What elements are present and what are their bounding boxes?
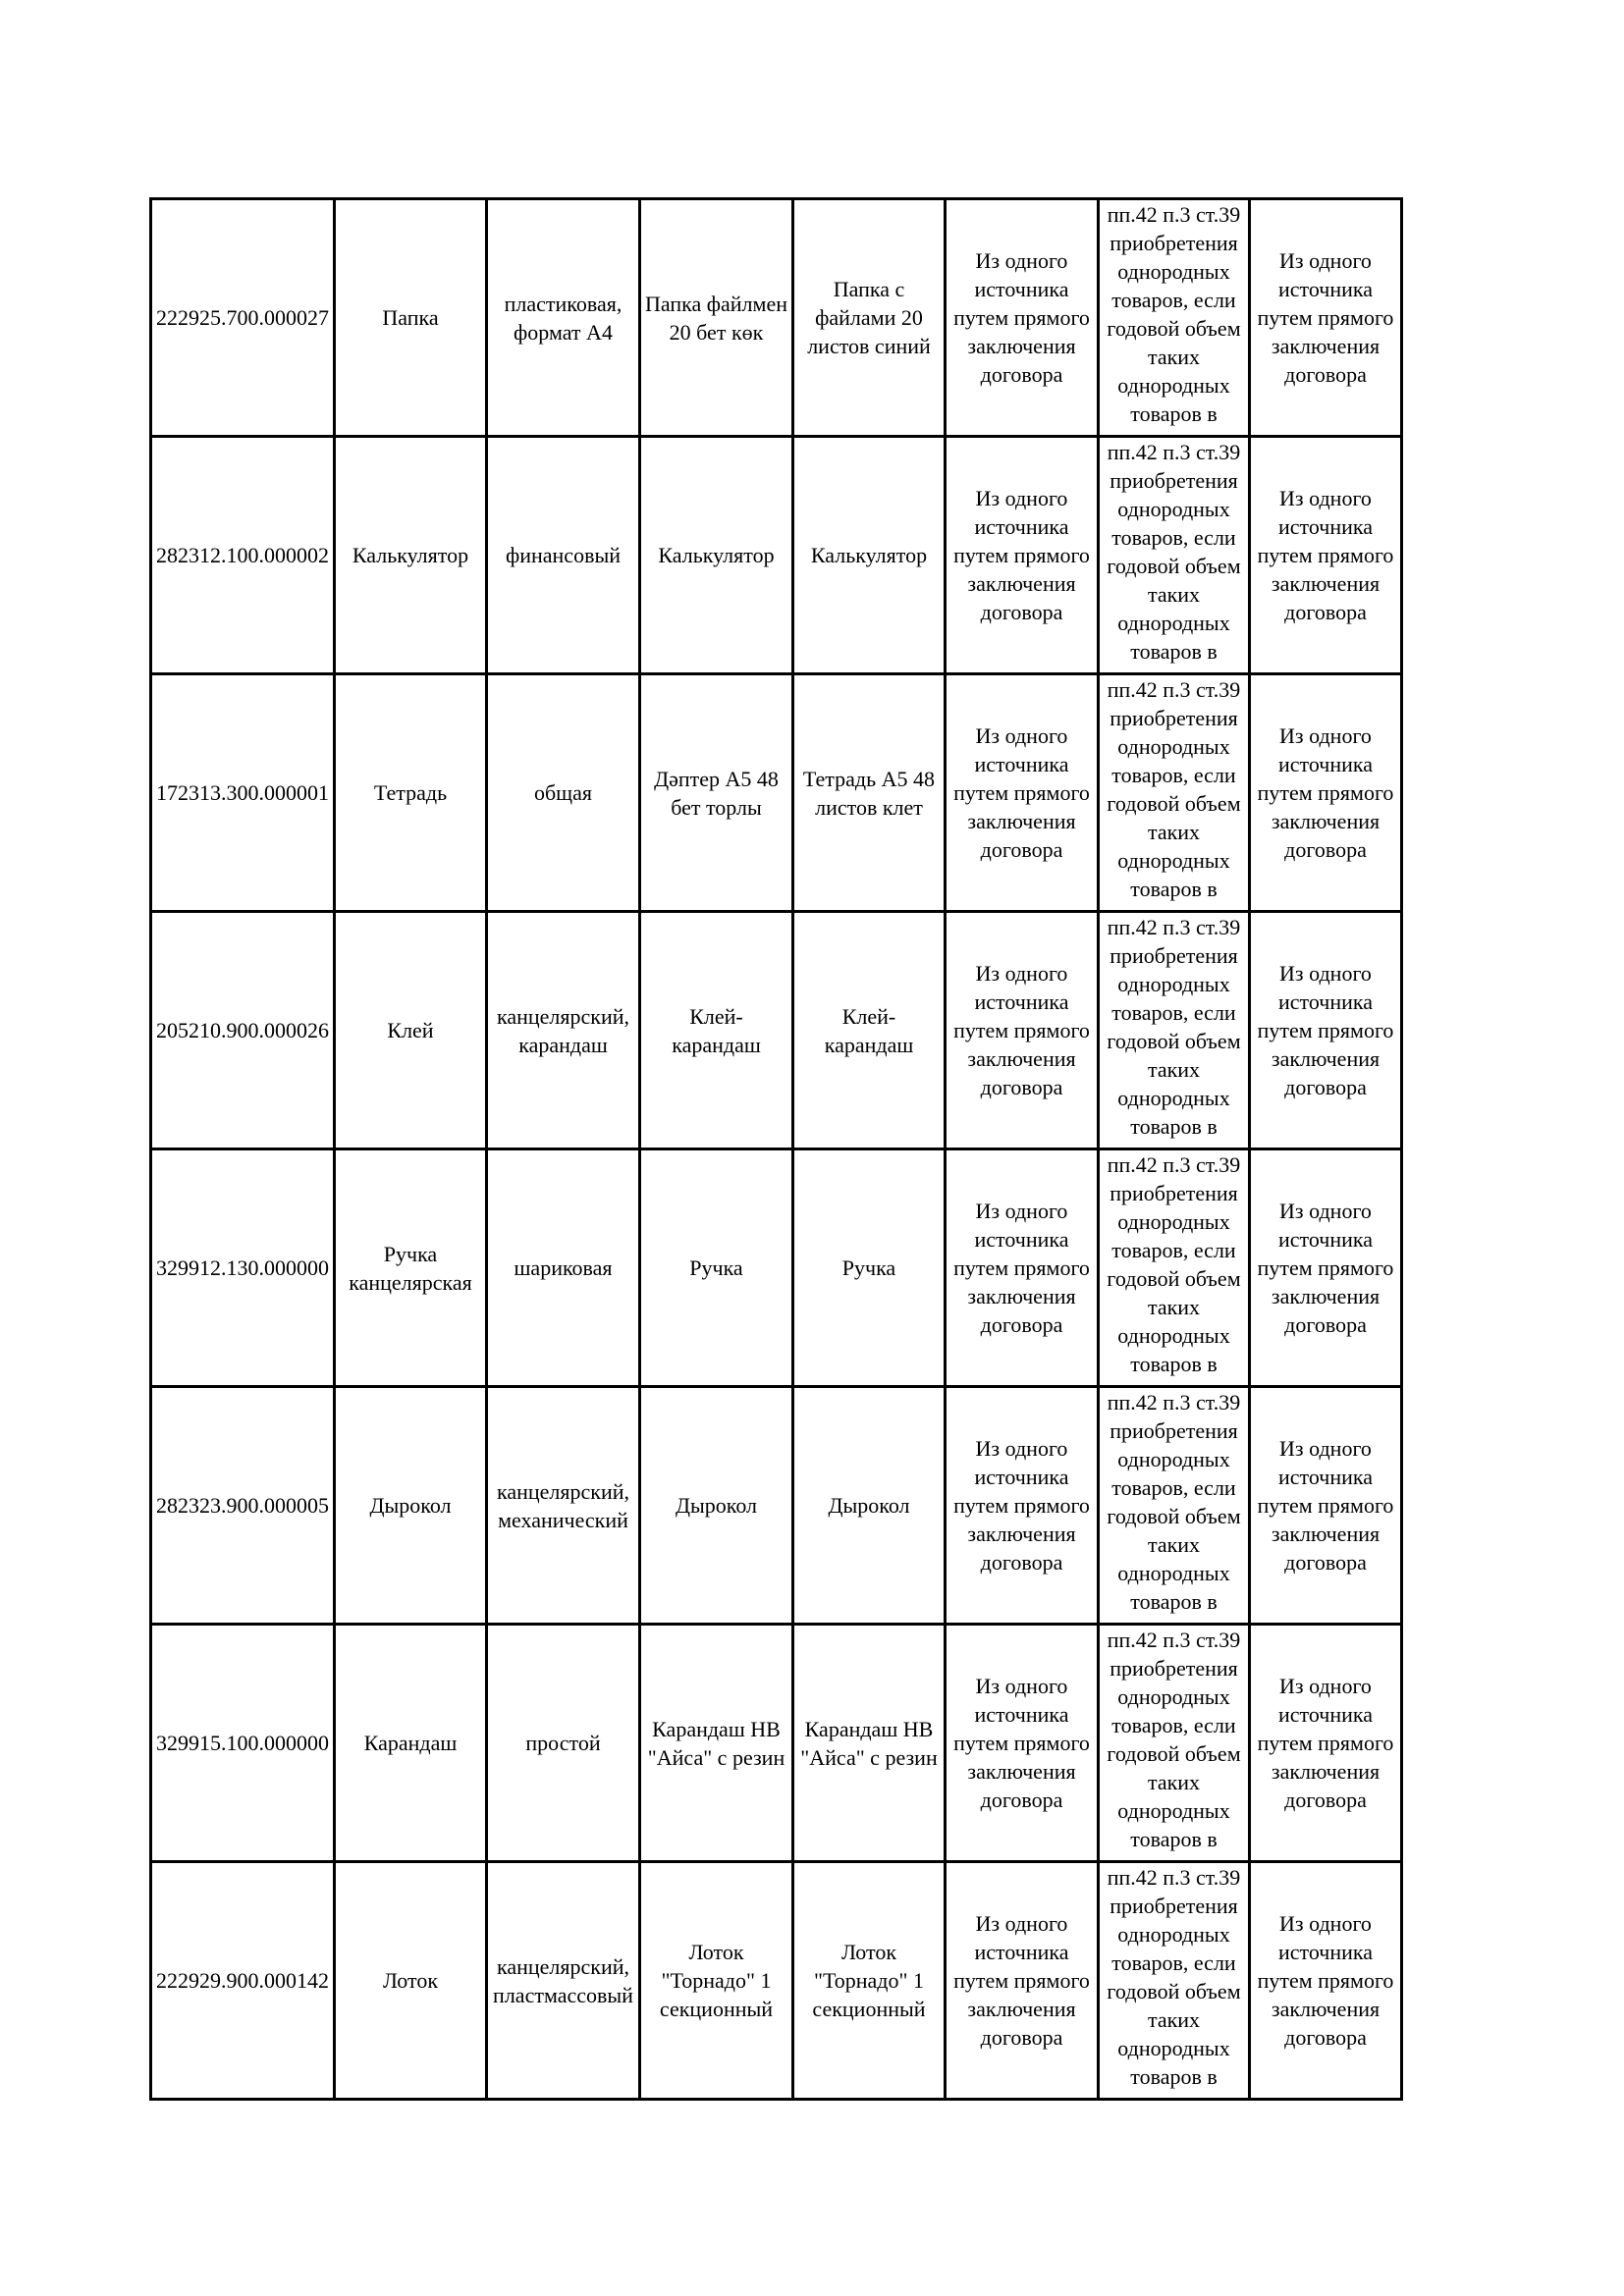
cell-name: Лоток bbox=[335, 1862, 487, 2100]
cell-method: Из одного источника путем прямого заключения договора bbox=[946, 1625, 1099, 1862]
cell-method-alt: Из одного источника путем прямого заключения договора bbox=[1250, 1149, 1402, 1387]
cell-description-ru: Лоток "Торнадо" 1 секционный bbox=[793, 1862, 946, 2100]
cell-name: Папка bbox=[335, 199, 487, 437]
cell-method: Из одного источника путем прямого заключения договора bbox=[946, 199, 1099, 437]
cell-basis: пп.42 п.3 ст.39 приобретения однородных товаров, если годовой объем таких однородных товаров в bbox=[1099, 1387, 1250, 1625]
cell-description-kz: Дәптер А5 48 бет торлы bbox=[640, 674, 793, 912]
cell-characteristic: простой bbox=[487, 1625, 640, 1862]
cell-basis: пп.42 п.3 ст.39 приобретения однородных товаров, если годовой объем таких однородных товаров в bbox=[1099, 1862, 1250, 2100]
cell-description-kz: Калькулятор bbox=[640, 437, 793, 674]
cell-code: 205210.900.000026 bbox=[151, 912, 335, 1149]
cell-characteristic: канцелярский, пластмассовый bbox=[487, 1862, 640, 2100]
table-row bbox=[151, 1149, 1402, 1387]
cell-name: Дырокол bbox=[335, 1387, 487, 1625]
cell-code: 329915.100.000000 bbox=[151, 1625, 335, 1862]
cell-description-kz: Лоток "Торнадо" 1 секционный bbox=[640, 1862, 793, 2100]
cell-code: 282312.100.000002 bbox=[151, 437, 335, 674]
cell-name: Тетрадь bbox=[335, 674, 487, 912]
cell-basis: пп.42 п.3 ст.39 приобретения однородных товаров, если годовой объем таких однородных товаров в bbox=[1099, 674, 1250, 912]
cell-name: Клей bbox=[335, 912, 487, 1149]
table-row bbox=[151, 1387, 1402, 1625]
cell-method-alt: Из одного источника путем прямого заключения договора bbox=[1250, 1625, 1402, 1862]
cell-description-ru: Калькулятор bbox=[793, 437, 946, 674]
cell-method-alt: Из одного источника путем прямого заключения договора bbox=[1250, 437, 1402, 674]
cell-name: Калькулятор bbox=[335, 437, 487, 674]
cell-method: Из одного источника путем прямого заключения договора bbox=[946, 1387, 1099, 1625]
cell-method-alt: Из одного источника путем прямого заключения договора bbox=[1250, 1862, 1402, 2100]
cell-description-ru: Тетрадь А5 48 листов клет bbox=[793, 674, 946, 912]
table-row bbox=[151, 1862, 1402, 2100]
cell-code: 222925.700.000027 bbox=[151, 199, 335, 437]
table-row bbox=[151, 437, 1402, 674]
cell-method: Из одного источника путем прямого заключения договора bbox=[946, 1149, 1099, 1387]
cell-name: Карандаш bbox=[335, 1625, 487, 1862]
cell-method: Из одного источника путем прямого заключения договора bbox=[946, 437, 1099, 674]
cell-code: 329912.130.000000 bbox=[151, 1149, 335, 1387]
cell-method: Из одного источника путем прямого заключения договора bbox=[946, 1862, 1099, 2100]
cell-description-kz: Папка файлмен 20 бет көк bbox=[640, 199, 793, 437]
cell-characteristic: общая bbox=[487, 674, 640, 912]
cell-method: Из одного источника путем прямого заключения договора bbox=[946, 674, 1099, 912]
cell-characteristic: шариковая bbox=[487, 1149, 640, 1387]
cell-description-ru: Карандаш HB "Айса" с резин bbox=[793, 1625, 946, 1862]
table-row bbox=[151, 674, 1402, 912]
cell-description-ru: Ручка bbox=[793, 1149, 946, 1387]
cell-basis: пп.42 п.3 ст.39 приобретения однородных товаров, если годовой объем таких однородных товаров в bbox=[1099, 912, 1250, 1149]
cell-basis: пп.42 п.3 ст.39 приобретения однородных товаров, если годовой объем таких однородных товаров в bbox=[1099, 199, 1250, 437]
cell-description-ru: Дырокол bbox=[793, 1387, 946, 1625]
cell-description-kz: Карандаш HB "Айса" с резин bbox=[640, 1625, 793, 1862]
cell-basis: пп.42 п.3 ст.39 приобретения однородных товаров, если годовой объем таких однородных товаров в bbox=[1099, 1149, 1250, 1387]
cell-name: Ручка канцелярская bbox=[335, 1149, 487, 1387]
cell-characteristic: канцелярский, карандаш bbox=[487, 912, 640, 1149]
table-row bbox=[151, 199, 1402, 437]
cell-characteristic: финансовый bbox=[487, 437, 640, 674]
cell-method-alt: Из одного источника путем прямого заключения договора bbox=[1250, 912, 1402, 1149]
cell-code: 222929.900.000142 bbox=[151, 1862, 335, 2100]
cell-description-ru: Папка с файлами 20 листов синий bbox=[793, 199, 946, 437]
cell-code: 282323.900.000005 bbox=[151, 1387, 335, 1625]
cell-basis: пп.42 п.3 ст.39 приобретения однородных товаров, если годовой объем таких однородных товаров в bbox=[1099, 1625, 1250, 1862]
cell-description-kz: Дырокол bbox=[640, 1387, 793, 1625]
cell-description-ru: Клей-карандаш bbox=[793, 912, 946, 1149]
cell-basis: пп.42 п.3 ст.39 приобретения однородных товаров, если годовой объем таких однородных товаров в bbox=[1099, 437, 1250, 674]
table-row bbox=[151, 1625, 1402, 1862]
cell-characteristic: канцелярский, механический bbox=[487, 1387, 640, 1625]
cell-method-alt: Из одного источника путем прямого заключения договора bbox=[1250, 199, 1402, 437]
cell-method-alt: Из одного источника путем прямого заключения договора bbox=[1250, 674, 1402, 912]
cell-code: 172313.300.000001 bbox=[151, 674, 335, 912]
cell-method: Из одного источника путем прямого заключения договора bbox=[946, 912, 1099, 1149]
cell-characteristic: пластиковая, формат А4 bbox=[487, 199, 640, 437]
cell-description-kz: Ручка bbox=[640, 1149, 793, 1387]
table-row bbox=[151, 912, 1402, 1149]
cell-method-alt: Из одного источника путем прямого заключения договора bbox=[1250, 1387, 1402, 1625]
procurement-table bbox=[149, 197, 1403, 2101]
cell-description-kz: Клей-карандаш bbox=[640, 912, 793, 1149]
